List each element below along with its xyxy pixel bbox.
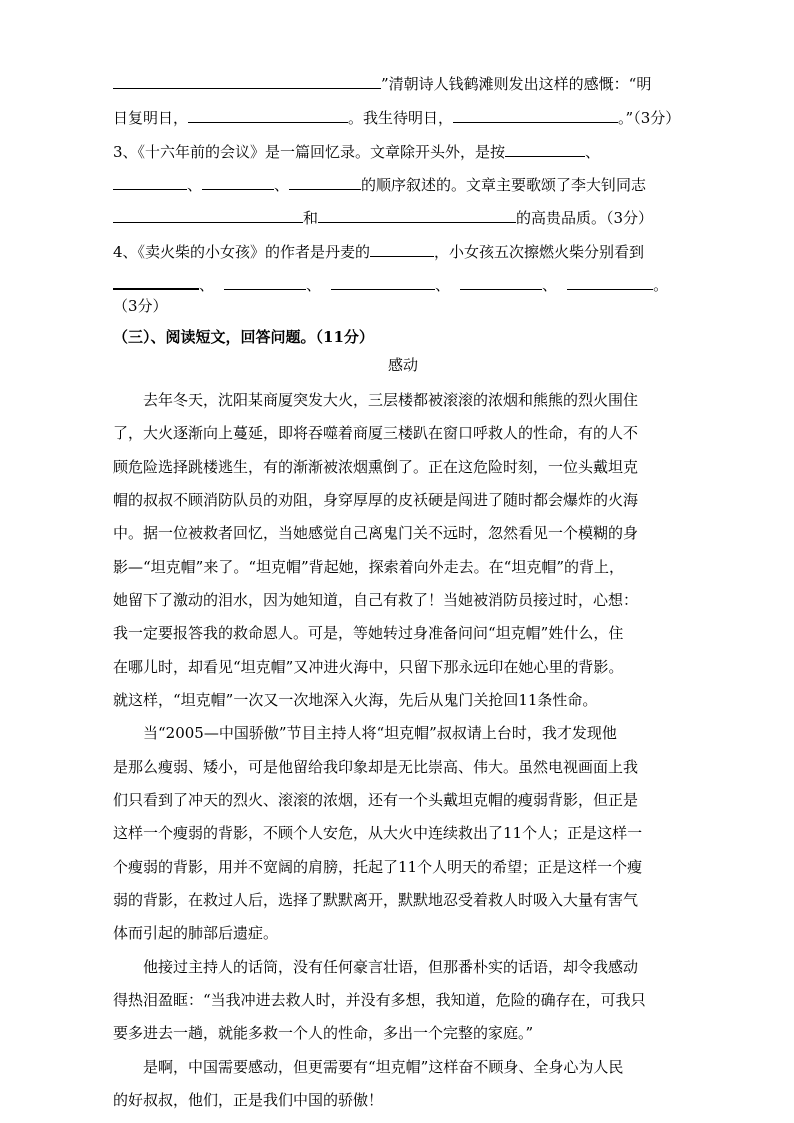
q2-text: 。我生待明日，	[348, 109, 454, 127]
q3-text: 、	[274, 176, 290, 194]
article-line: 帽的叔叔不顾消防队员的劝阻，身穿厚厚的皮袄硬是闯进了随时都会爆炸的火海	[113, 491, 639, 509]
answer-blank[interactable]	[113, 174, 187, 190]
article-line: 影—“坦克帽”来了。“坦克帽”背起她，探索着向外走去。在“坦克帽”的背上，	[113, 558, 625, 576]
article-line: 个瘦弱的背影，用并不宽阔的肩膀，托起了11个人明天的希望；正是这样一个瘦	[113, 858, 643, 876]
answer-blank[interactable]	[453, 107, 618, 123]
article-line: 得热泪盈眶：“当我冲进去救人时，并没有多想，我知道，危险的确存在，可我只	[113, 991, 646, 1009]
article-line: 的好叔叔，他们，正是我们中国的骄傲！	[113, 1091, 384, 1109]
q2-text: 。”（3分）	[618, 109, 681, 127]
q3-text: 的高贵品质。（3分）	[516, 209, 654, 227]
article-title: 感动	[387, 356, 418, 374]
q3-text: 3、《十六年前的会议》是一篇回忆录。文章除开头外，是按	[113, 143, 506, 161]
section-heading: （三）、阅读短文，回答问题。（11分）	[113, 328, 374, 346]
q3-line-2	[113, 173, 646, 197]
article-line: 这样一个瘦弱的背影，不顾个人安危，从大火中连续救出了11个人；正是这样一	[113, 824, 643, 842]
article-line: 了，大火逐渐向上蔓延，即将吞噬着商厦三楼趴在窗口呼救人的性命，有的人不	[113, 424, 639, 442]
article-line: 们只看到了冲天的烈火、滚滚的浓烟，还有一个头戴坦克帽的瘦弱背影，但正是	[113, 791, 639, 809]
answer-blank[interactable]	[113, 207, 303, 223]
separator: 。	[653, 276, 669, 294]
q3-text: 、	[585, 143, 601, 161]
separator: 、	[306, 276, 322, 294]
answer-blank[interactable]	[202, 174, 274, 190]
answer-blank[interactable]	[370, 241, 434, 257]
q3-text: 的顺序叙述的。文章主要歌颂了李大钊同志	[361, 176, 647, 194]
q4-text: ，小女孩五次擦燃火柴分别看到	[434, 243, 645, 261]
q4-score: （3分）	[113, 297, 168, 315]
separator: 、	[435, 276, 451, 294]
article-line: 她留下了激动的泪水，因为她知道，自己有救了！当她被消防员接过时，心想：	[113, 591, 639, 609]
article-line: 当“2005—中国骄傲”节目主持人将“坦克帽”叔叔请上台时，我才发现他	[113, 724, 617, 742]
answer-blank[interactable]	[224, 274, 306, 290]
answer-blank[interactable]	[188, 107, 348, 123]
answer-blank[interactable]	[113, 273, 199, 290]
separator: 、	[542, 276, 558, 294]
article-line: 我一定要报答我的救命恩人。可是，等她转过身准备问问“坦克帽”姓什么，住	[113, 624, 624, 642]
article-line: 弱的背影，在救过人后，选择了默默离开，默默地忍受着救人时吸入大量有害气	[113, 891, 639, 909]
q2-text: ”清朝诗人钱鹤滩则发出这样的感慨：“明	[381, 75, 652, 93]
q2-line-2	[113, 106, 680, 130]
article-line: 顾危险选择跳楼逃生，有的渐渐被浓烟熏倒了。正在这危险时刻，一位头戴坦克	[113, 458, 639, 476]
q2-line-1	[113, 72, 651, 96]
q2-text: 日复明日，	[113, 109, 189, 127]
q3-line-3	[113, 206, 653, 230]
answer-blank[interactable]	[289, 174, 361, 190]
article-line: 是那么瘦弱、矮小，可是他留给我印象却是无比崇高、伟大。虽然电视画面上我	[113, 758, 639, 776]
article-line: 中。据一位被救者回忆，当她感觉自己离鬼门关不远时，忽然看见一个模糊的身	[113, 524, 639, 542]
article-line: 去年冬天，沈阳某商厦突发大火，三层楼都被滚滚的浓烟和熊熊的烈火围住	[113, 391, 639, 409]
article-line: 要多进去一趟，就能多救一个人的性命，多出一个完整的家庭。”	[113, 1024, 534, 1042]
q4-text: 4、《卖火柴的小女孩》的作者是丹麦的	[113, 243, 371, 261]
answer-blank[interactable]	[331, 274, 435, 290]
answer-blank[interactable]	[318, 207, 516, 223]
separator: 、	[199, 276, 215, 294]
q4-line-2	[113, 273, 668, 297]
q3-text: 、	[187, 176, 203, 194]
article-line: 是啊，中国需要感动，但更需要有“坦克帽”这样奋不顾身、全身心为人民	[113, 1058, 624, 1076]
article-line: 体而引起的肺部后遗症。	[113, 924, 279, 942]
answer-blank[interactable]	[460, 274, 542, 290]
q4-line-1	[113, 240, 644, 264]
q3-text: 和	[303, 209, 319, 227]
answer-blank[interactable]	[505, 141, 585, 157]
article-line: 在哪儿时，却看见“坦克帽”又冲进火海中，只留下那永远印在她心里的背影。	[113, 658, 624, 676]
article-line: 就这样，“坦克帽”一次又一次地深入火海，先后从鬼门关抢回11条性命。	[113, 691, 598, 709]
article-line: 他接过主持人的话筒，没有任何豪言壮语，但那番朴实的话语，却令我感动	[113, 958, 639, 976]
answer-blank[interactable]	[113, 73, 381, 89]
q3-line-1	[113, 140, 600, 164]
answer-blank[interactable]	[567, 274, 653, 290]
